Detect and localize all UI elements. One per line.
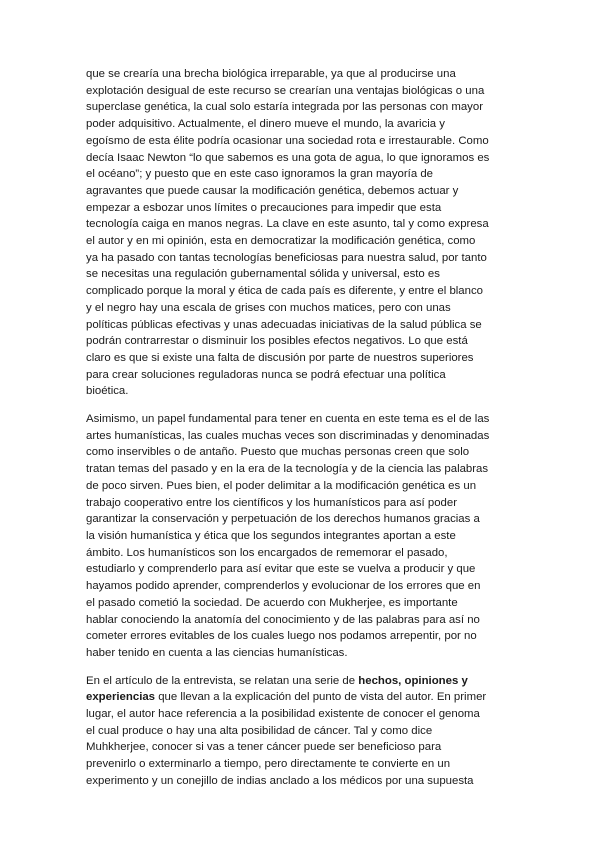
text-line: el autor y en mi opinión, esta en democratizar la modificación genética, como <box>86 235 476 248</box>
text-line: hayamos podido aprender, comprenderlos y evolucionar de los errores que en <box>86 580 481 593</box>
text-line <box>86 689 541 706</box>
text-line: la visión humanística y ética que los segundos integrantes aportan a este <box>86 529 456 542</box>
text-line: el océano”; y puesto que en este caso ignoramos la gran mayoría de <box>86 168 433 181</box>
paragraph-2 <box>86 411 541 662</box>
text-line: estudiarlo y comprenderlo para así evitar que este se vuelva a producir y que <box>86 563 476 576</box>
text-line: bioética. <box>86 385 129 398</box>
text-line: para crear soluciones reguladoras nunca se podrá efectuar una política <box>86 368 446 381</box>
text-line: poder adquisitivo. Actualmente, el dinero mueve el mundo, la avaricia y <box>86 118 446 131</box>
text-line: tecnología caiga en manos negras. La clave en este asunto, tal y como expresa <box>86 218 489 231</box>
text-line: agravantes que puede causar la modificación genética, debemos actuar y <box>86 184 459 197</box>
paragraph-1 <box>86 66 541 400</box>
text-line: de poco sirven. Pues bien, el poder delimitar a la modificación genética es un <box>86 479 477 492</box>
text-line: se necesitas una regulación gubernamental sólida y universal, esto es <box>86 268 440 281</box>
text-line: hablar conociendo la anatomía del conocimiento y de las palabras para así no <box>86 613 480 626</box>
text-line: garantizar la conservación y perpetuación de los derechos humanos gracias a <box>86 513 480 526</box>
text-line <box>86 673 541 690</box>
text-line: como inservibles o de antaño. Puesto que muchas personas creen que solo <box>86 446 470 459</box>
text-line: y el negro hay una escala de grises con muchos matices, pero con unas <box>86 301 451 314</box>
text-line: ya ha pasado con tantas tecnologías beneficiosas para nuestra salud, por tanto <box>86 251 487 264</box>
text-line: artes humanísticas, las cuales muchas veces son discriminadas y denominadas <box>86 429 490 442</box>
text-line: podrán contrarrestar o disminuir los posibles efectos negativos. Lo que está <box>86 335 468 348</box>
text-line: egoísmo de esta élite podría ocasionar una sociedad rota e irrestaurable. Como <box>86 134 489 147</box>
text-line: lugar, el autor hace referencia a la posibilidad existente de conocer el genoma <box>86 708 480 721</box>
text-line: empezar a esbozar unos límites o precauciones para impedir que esta <box>86 201 442 214</box>
paragraph-3 <box>86 673 541 790</box>
text-line: trabajo cooperativo entre los científicos y los humanísticos para así poder <box>86 496 458 509</box>
text-line: Muhkherjee, conocer si vas a tener cáncer puede ser beneficioso para <box>86 741 442 754</box>
text-line: decía Isaac Newton “lo que sabemos es una gota de agua, lo que ignoramos es <box>86 151 490 164</box>
text-line: explotación desigual de este recurso se crearían una ventajas biológicas o una <box>86 84 485 97</box>
text-line: tratan temas del pasado y en la era de la tecnología y de la ciencia las palabras <box>86 463 489 476</box>
text-line: prevenirlo o exterminarlo a tiempo, pero directamente te convierte en un <box>86 758 451 771</box>
text-line: ámbito. Los humanísticos son los encargados de rememorar el pasado, <box>86 546 448 559</box>
text-line: Asimismo, un papel fundamental para tener en cuenta en este tema es el de las <box>86 413 490 426</box>
text-line: haber tenido en cuenta a las ciencias humanísticas. <box>86 646 348 659</box>
bold-phrase: hechos, opiniones y <box>358 674 468 687</box>
text-line: cometer errores evitables de los cuales luego nos podamos arrepentir, por no <box>86 630 477 643</box>
text-line: experimento y un conejillo de indias anclado a los médicos por una supuesta <box>86 774 474 787</box>
text-line: el pasado cometió la sociedad. De acuerdo con Mukherjee, es importante <box>86 596 458 609</box>
text-line: políticas públicas efectivas y unas adecuadas iniciativas de la salud pública se <box>86 318 482 331</box>
text-run: que llevan a la explicación del punto de vista del autor. En primer <box>155 691 487 704</box>
text-line: claro es que si existe una falta de discusión por parte de nuestros superiores <box>86 351 474 364</box>
text-line: que se crearía una brecha biológica irreparable, ya que al producirse una <box>86 68 456 80</box>
text-run: En el artículo de la entrevista, se relatan una serie de <box>86 674 359 687</box>
text-line: el cual produce o hay una alta posibilidad de cáncer. Tal y como dice <box>86 724 433 737</box>
text-line: superclase genética, la cual solo estaría integrada por las personas con mayor <box>86 101 483 114</box>
text-line: complicado porque la moral y ética de cada país es diferente, y entre el blanco <box>86 285 484 298</box>
bold-phrase: experiencias <box>86 691 156 704</box>
